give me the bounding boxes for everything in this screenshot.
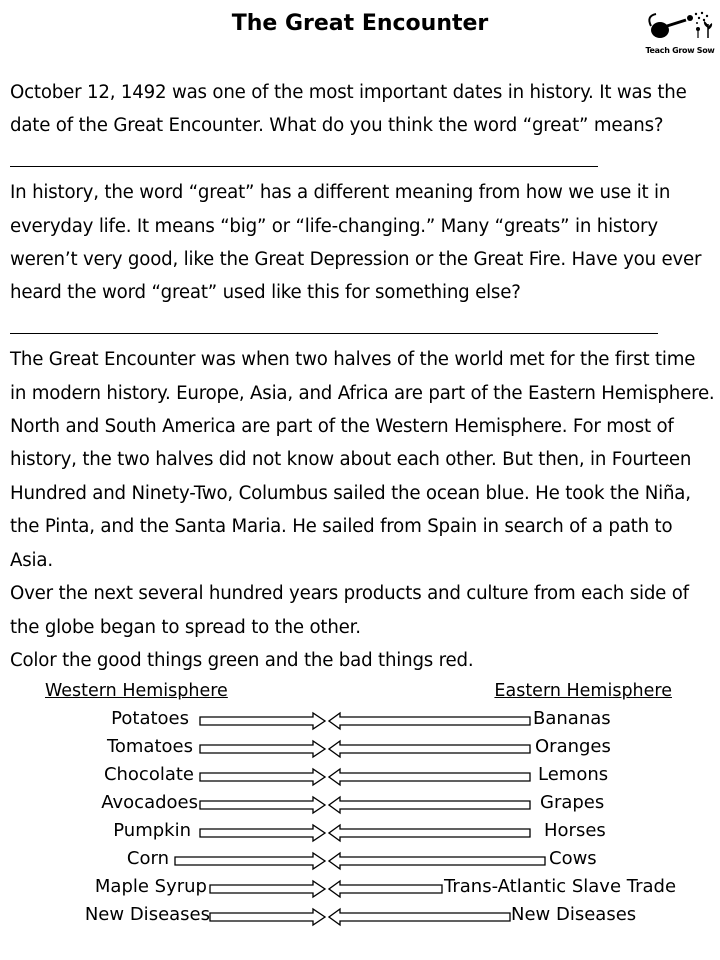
left-arrow-icon-shape: [329, 881, 442, 897]
left-arrow-icon: [328, 823, 531, 843]
exchange-row: [0, 706, 720, 734]
right-arrow-icon-shape: [200, 797, 325, 813]
western-item[interactable]: Corn: [126, 848, 169, 869]
paragraph-instructions: Color the good things green and the bad things red.: [10, 649, 474, 671]
answer-blank-great-example[interactable]: [10, 313, 658, 334]
western-item[interactable]: Tomatoes: [106, 736, 193, 757]
western-item[interactable]: Potatoes: [111, 708, 189, 729]
page-title: The Great Encounter: [231, 11, 489, 36]
exchange-row: [0, 734, 720, 762]
left-arrow-icon-shape: [329, 853, 545, 869]
exchange-row: [0, 846, 720, 874]
left-arrow-icon: [328, 795, 531, 815]
exchange-row: [0, 902, 720, 930]
exchange-row: [0, 874, 720, 902]
logo: [640, 8, 720, 56]
left-arrow-icon: [328, 739, 531, 759]
left-arrow-icon-shape: [329, 713, 530, 729]
paragraph-intro: [10, 76, 716, 176]
eastern-hemisphere-header: Eastern Hemisphere: [494, 681, 672, 701]
right-arrow-icon: [209, 907, 326, 927]
paragraph-exchange: Over the next several hundred years products and culture from each side of the globe began to spread to the other.: [10, 583, 695, 638]
right-arrow-icon: [199, 711, 326, 731]
eastern-item[interactable]: Grapes: [540, 792, 605, 813]
right-arrow-icon-shape: [210, 909, 325, 925]
right-arrow-icon: [209, 879, 326, 899]
eastern-item[interactable]: Cows: [549, 848, 597, 869]
left-arrow-icon: [328, 767, 531, 787]
watering-can-icon: [646, 8, 714, 46]
western-item[interactable]: Avocadoes: [101, 792, 198, 813]
eastern-item[interactable]: Oranges: [535, 736, 611, 757]
eastern-item[interactable]: Lemons: [538, 764, 609, 785]
western-item[interactable]: Pumpkin: [113, 820, 191, 841]
eastern-item[interactable]: New Diseases: [511, 904, 637, 925]
left-arrow-icon: [328, 907, 511, 927]
paragraph-intro-text: October 12, 1492 was one of the most important dates in history. It was the date of the Great Encounter. What do you think the word “great” means?: [10, 82, 693, 137]
right-arrow-icon-shape: [200, 825, 325, 841]
logo-text: Teach Grow Sow: [645, 46, 715, 55]
right-arrow-icon-shape: [175, 853, 325, 869]
right-arrow-icon-shape: [200, 713, 325, 729]
exchange-row: [0, 762, 720, 790]
left-arrow-icon-shape: [329, 741, 530, 757]
right-arrow-icon: [174, 851, 326, 871]
right-arrow-icon: [199, 767, 326, 787]
right-arrow-icon-shape: [210, 881, 325, 897]
left-arrow-icon: [328, 879, 443, 899]
left-arrow-icon-shape: [329, 797, 530, 813]
right-arrow-icon: [199, 739, 326, 759]
western-item[interactable]: Chocolate: [103, 764, 194, 785]
western-item[interactable]: New Diseases: [84, 904, 210, 925]
right-arrow-icon: [199, 823, 326, 843]
reading-passage: [10, 76, 720, 677]
paragraph-great-meaning: [10, 176, 716, 343]
western-item[interactable]: Maple Syrup: [94, 876, 207, 897]
paragraph-great-meaning-text: In history, the word “great” has a different meaning from how we use it in everyday life. It means “big” or “life-changing.” Many “greats” in history weren’t very good, like the Great Depression or the Great Fire. Have you ever heard the word “great” used like this for something else?: [10, 182, 707, 304]
eastern-item[interactable]: Horses: [544, 820, 606, 841]
left-arrow-icon: [328, 711, 531, 731]
right-arrow-icon: [199, 795, 326, 815]
left-arrow-icon-shape: [329, 769, 530, 785]
exchange-row: [0, 790, 720, 818]
answer-blank-great-meaning[interactable]: [10, 146, 598, 167]
exchange-row: [0, 818, 720, 846]
left-arrow-icon-shape: [329, 825, 530, 841]
left-arrow-icon-shape: [329, 909, 510, 925]
paragraph-encounter: The Great Encounter was when two halves of the world met for the first time in modern history. Europe, Asia, and Africa are part of the Eastern Hemisphere. North and South America are part of the Western Hemisphere. For most of history, the two halves did not know about each other. But then, in Fourteen Hundred and Ninety-Two, Columbus sailed the ocean blue. He took the Niña, the Pinta, and the Santa Maria. He sailed from Spain in search of a path to Asia.: [10, 349, 720, 571]
eastern-item[interactable]: Trans-Atlantic Slave Trade: [444, 876, 677, 897]
western-hemisphere-header: Western Hemisphere: [45, 681, 228, 701]
left-arrow-icon: [328, 851, 546, 871]
right-arrow-icon-shape: [200, 741, 325, 757]
eastern-item[interactable]: Bananas: [533, 708, 611, 729]
right-arrow-icon-shape: [200, 769, 325, 785]
